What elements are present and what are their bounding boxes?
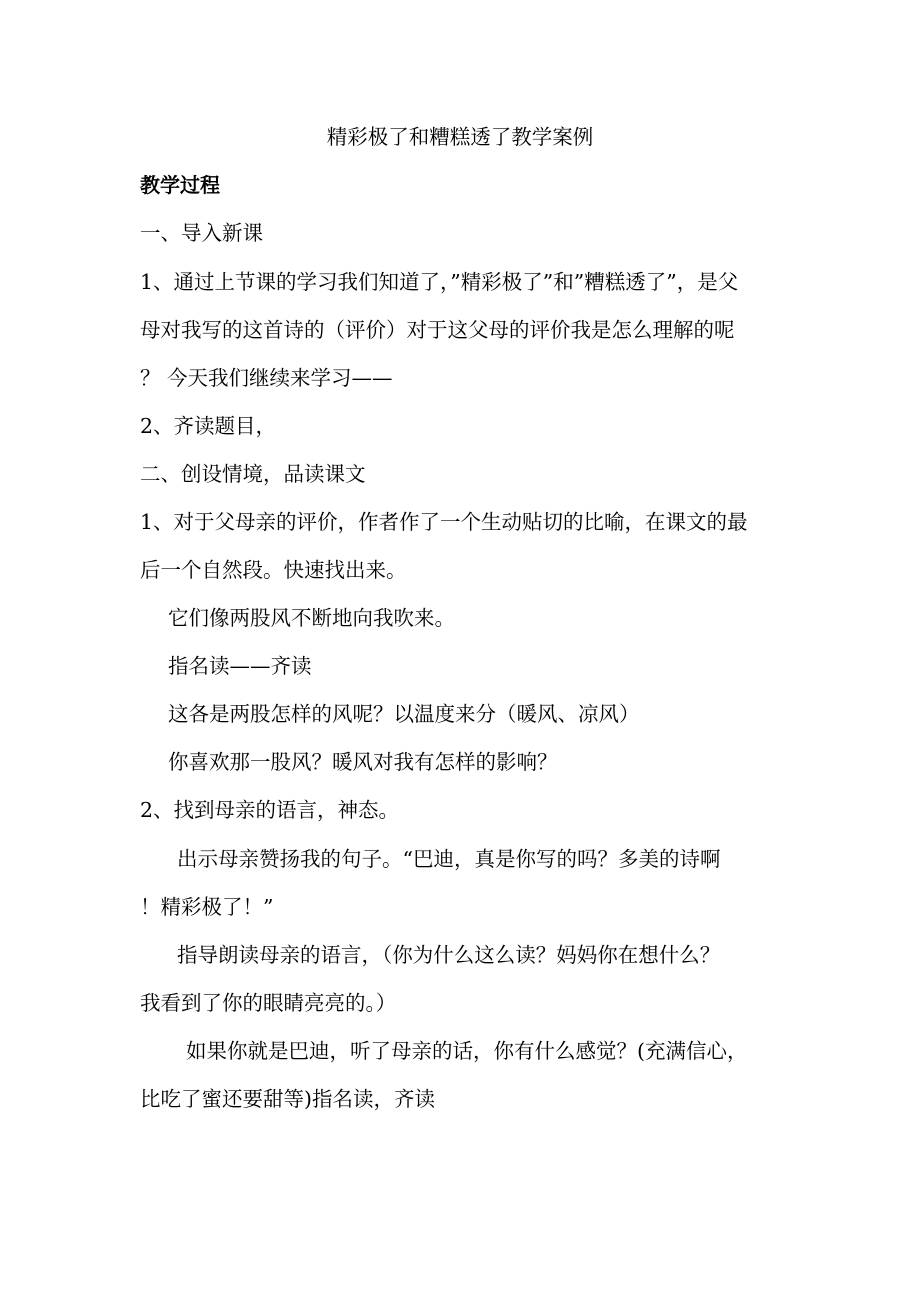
paragraph-line: ！精彩极了！” [140, 895, 274, 919]
document-title: 精彩极了和糟糕透了教学案例 [326, 125, 594, 149]
paragraph-line: 指名读——齐读 [168, 654, 312, 678]
paragraph-line: 指导朗读母亲的语言，（你为什么这么读？妈妈你在想什么？ [177, 943, 721, 967]
paragraph-line: 二、创设情境，品读课文 [140, 462, 366, 486]
paragraph-line: 出示母亲赞扬我的句子。“巴迪，真是你写的吗？多美的诗啊 [177, 847, 721, 871]
paragraph-line: 后一个自然段。快速找出来。 [140, 558, 407, 582]
paragraph-line: 2、齐读题目， [140, 414, 277, 438]
paragraph-line: 1、对于父母亲的评价，作者作了一个生动贴切的比喻，在课文的最 [140, 510, 748, 534]
paragraph-line: 母对我写的这首诗的（评价）对于这父母的评价我是怎么理解的呢 [140, 318, 735, 342]
paragraph-line: 2、找到母亲的语言，神态。 [140, 798, 400, 822]
paragraph-line: 一、导入新课 [140, 221, 263, 245]
paragraph-line: 这各是两股怎样的风呢？以温度来分（暖风、凉风） [168, 702, 640, 726]
paragraph-line: 1、通过上节课的学习我们知道了，”精彩极了”和”糟糕透了”，是父 [140, 270, 739, 294]
paragraph-line: 比吃了蜜还要甜等)指名读，齐读 [140, 1087, 435, 1111]
paragraph-line: 我看到了你的眼睛亮亮的。） [140, 991, 397, 1015]
paragraph-line: 如果你就是巴迪，听了母亲的话，你有什么感觉？(充满信心， [186, 1039, 748, 1063]
paragraph-line: 你喜欢那一股风？暖风对我有怎样的影响？ [168, 750, 558, 774]
paragraph-line: 它们像两股风不断地向我吹来。 [168, 606, 455, 630]
section-heading: 教学过程 [140, 173, 220, 197]
paragraph-line: ？ 今天我们继续来学习—— [140, 366, 393, 390]
